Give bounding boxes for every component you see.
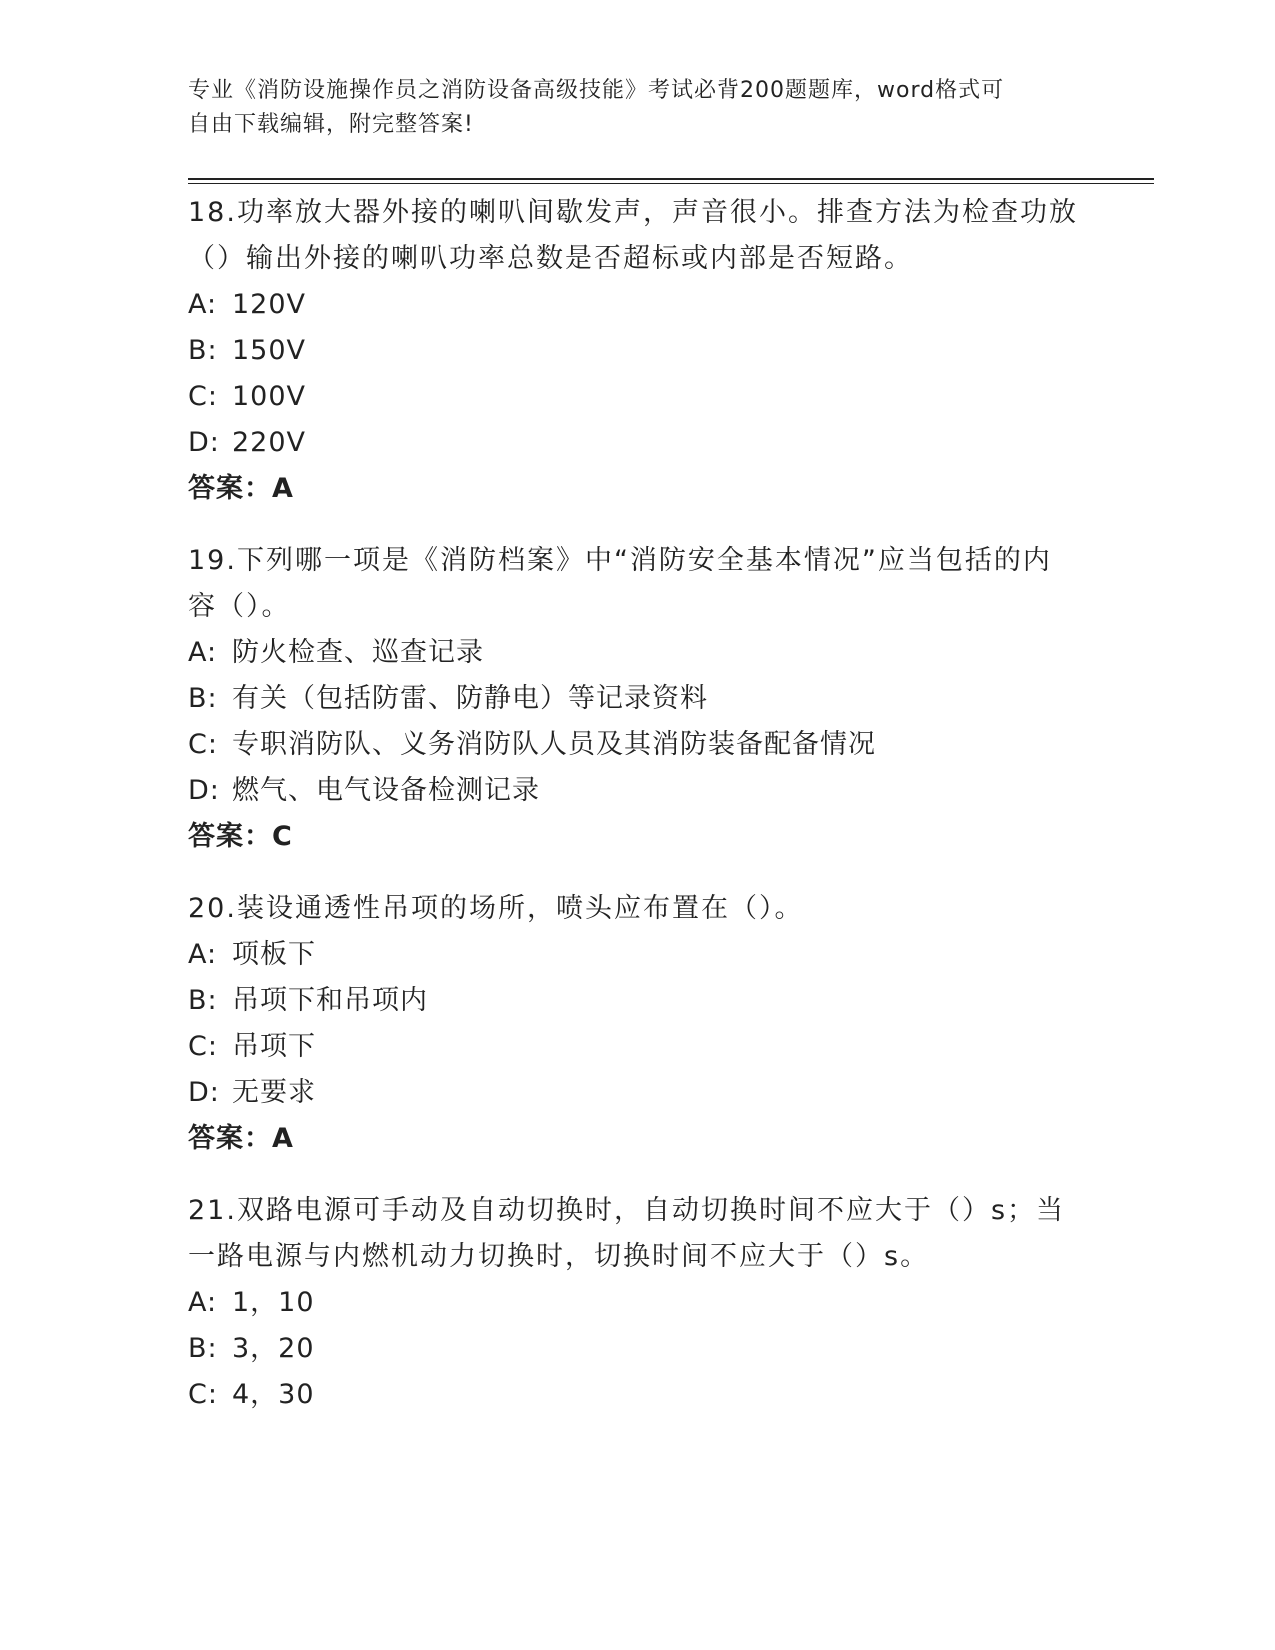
question-stem-line: （）输出外接的喇叭功率总数是否超标或内部是否短路。	[188, 243, 913, 274]
question-stem-line: 20.装设通透性吊项的场所，喷头应布置在（）。	[188, 893, 804, 924]
header-rule-thin	[188, 183, 1154, 184]
question-stem-line: 18.功率放大器外接的喇叭间歇发声，声音很小。排查方法为检查功放	[188, 197, 1078, 228]
option-letter: B:	[188, 335, 218, 366]
question-stem-line: 19.下列哪一项是《消防档案》中“消防安全基本情况”应当包括的内	[188, 545, 1052, 576]
option-c	[188, 722, 1088, 768]
option-a	[188, 282, 1088, 328]
question-stem-line: 一路电源与内燃机动力切换时，切换时间不应大于（）s。	[188, 1241, 930, 1272]
option-text: 燃气、电气设备检测记录	[232, 775, 540, 806]
option-text: 4，30	[232, 1379, 315, 1410]
option-letter: C:	[188, 1031, 218, 1062]
option-b	[188, 1326, 1088, 1372]
option-a	[188, 630, 1088, 676]
answer-line: 答案：A	[188, 1123, 294, 1154]
question-19	[188, 538, 1088, 860]
option-text: 3，20	[232, 1333, 315, 1364]
option-text: 防火检查、巡查记录	[232, 637, 484, 668]
option-letter: D:	[188, 427, 220, 458]
option-text: 吊项下	[232, 1031, 316, 1062]
option-d	[188, 768, 1088, 814]
option-d	[188, 420, 1088, 466]
answer-line: 答案：A	[188, 473, 294, 504]
option-b	[188, 676, 1088, 722]
header-line-1: 专业《消防设施操作员之消防设备高级技能》考试必背200题题库，word格式可	[188, 78, 1005, 103]
option-text: 项板下	[232, 939, 316, 970]
option-letter: A:	[188, 637, 218, 668]
header-line-2: 自由下载编辑，附完整答案!	[188, 112, 474, 137]
document-header	[188, 74, 1088, 142]
option-text: 无要求	[232, 1077, 316, 1108]
option-letter: D:	[188, 1077, 220, 1108]
option-text: 1，10	[232, 1287, 315, 1318]
question-20	[188, 886, 1088, 1162]
question-list	[188, 190, 1088, 1444]
option-text: 120V	[232, 289, 307, 320]
header-rule-thick	[188, 178, 1154, 180]
option-b	[188, 978, 1088, 1024]
option-letter: B:	[188, 985, 218, 1016]
question-18	[188, 190, 1088, 512]
option-letter: C:	[188, 729, 218, 760]
option-text: 专职消防队、义务消防队人员及其消防装备配备情况	[232, 729, 876, 760]
option-text: 100V	[232, 381, 307, 412]
question-stem-line: 容（）。	[188, 591, 291, 622]
option-b	[188, 328, 1088, 374]
option-text: 150V	[232, 335, 307, 366]
option-letter: D:	[188, 775, 220, 806]
option-letter: A:	[188, 939, 218, 970]
option-letter: C:	[188, 1379, 218, 1410]
option-letter: A:	[188, 289, 218, 320]
question-21	[188, 1188, 1088, 1418]
option-c	[188, 374, 1088, 420]
option-letter: B:	[188, 683, 218, 714]
option-c	[188, 1024, 1088, 1070]
option-letter: C:	[188, 381, 218, 412]
option-a	[188, 932, 1088, 978]
option-text: 有关（包括防雷、防静电）等记录资料	[232, 683, 708, 714]
option-d	[188, 1070, 1088, 1116]
option-letter: A:	[188, 1287, 218, 1318]
option-letter: B:	[188, 1333, 218, 1364]
question-stem-line: 21.双路电源可手动及自动切换时，自动切换时间不应大于（）s；当	[188, 1195, 1066, 1226]
option-c	[188, 1372, 1088, 1418]
option-a	[188, 1280, 1088, 1326]
answer-line: 答案：C	[188, 821, 293, 852]
option-text: 吊项下和吊项内	[232, 985, 428, 1016]
option-text: 220V	[232, 427, 307, 458]
